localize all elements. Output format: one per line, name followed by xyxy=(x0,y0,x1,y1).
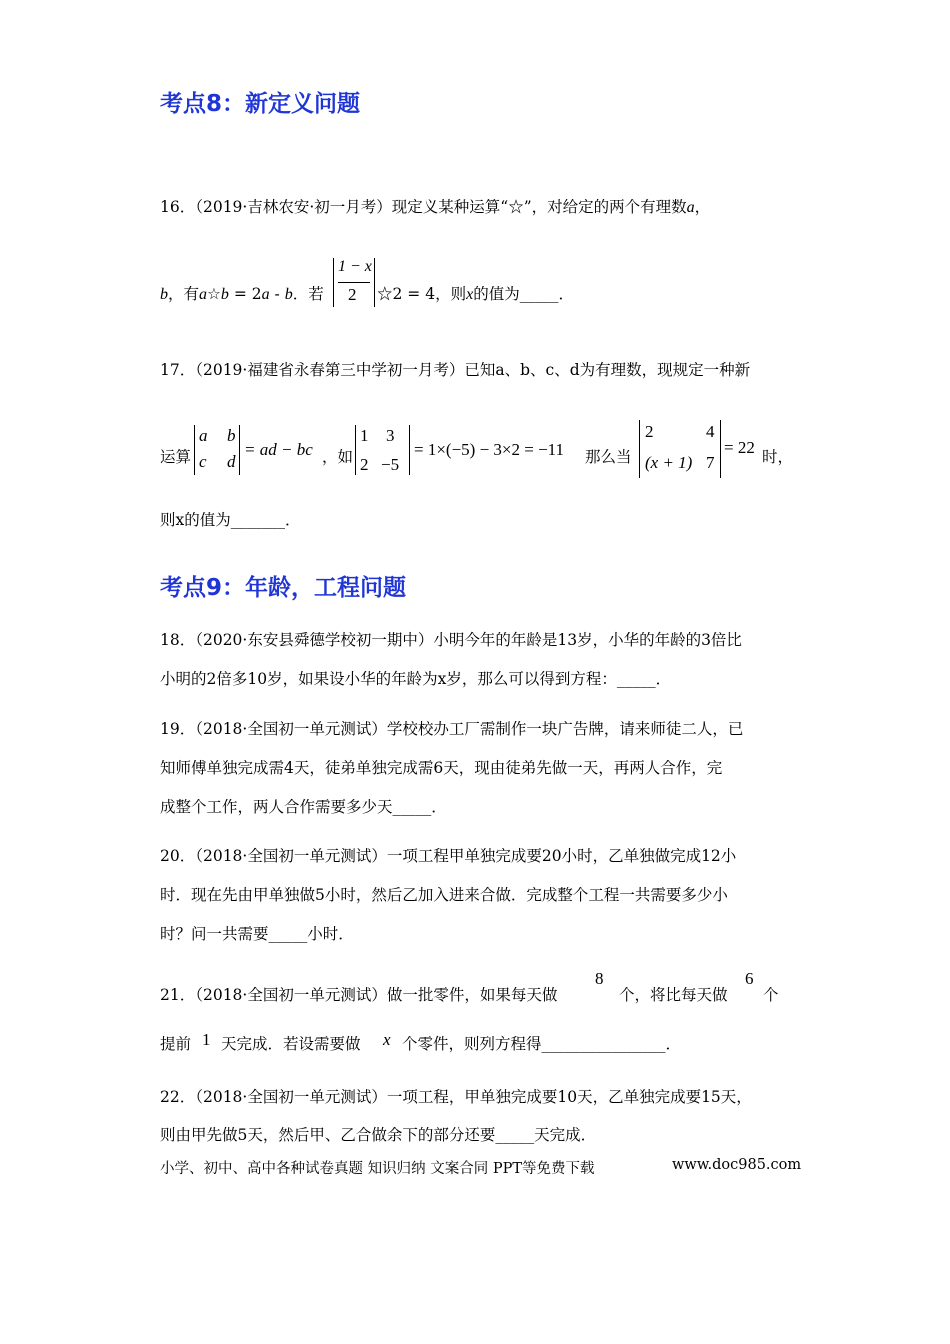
q17-yunsuan: 运算 xyxy=(160,448,192,466)
det2-c: 2 xyxy=(360,455,369,474)
q19-line3: 成整个工作，两人合作需要多少天_____． xyxy=(160,798,447,816)
q19-line1: 19．（2018·全国初一单元测试）学校校办工厂需制作一块广告牌，请来师徒二人，已 xyxy=(160,720,744,738)
det2-b: 3 xyxy=(386,426,395,445)
det1-d: d xyxy=(227,452,236,471)
q20-line2: 时．现在先由甲单独做5小时，然后乙加入进来合做．完成整个工程一共需要多少小 xyxy=(160,886,728,904)
q21-var-x: x xyxy=(383,1030,391,1049)
det1-c: c xyxy=(199,452,207,471)
det1-b: b xyxy=(227,426,236,445)
q20-line3: 时？问一共需要_____小时． xyxy=(160,925,354,943)
section-title-9: 考点9：年龄，工程问题 xyxy=(160,575,407,601)
q17-line3: 则x的值为_______． xyxy=(160,511,301,529)
q21-num-8: 8 xyxy=(595,969,604,988)
det1-a: a xyxy=(199,426,208,445)
q19-line2: 知师傅单独完成需4天，徒弟单独完成需6天，现由徒弟先做一天，再两人合作，完 xyxy=(160,759,723,777)
det3-d: 7 xyxy=(706,453,715,472)
det2-d: −5 xyxy=(381,455,400,474)
fraction-denominator: 2 xyxy=(348,285,357,304)
det3-rhs: = 22 xyxy=(724,438,755,457)
q16-line2-tail: ☆2 = 4，则x的值为_____． xyxy=(377,285,574,303)
q16-line2: b，有a☆b = 2a - b．若 xyxy=(160,285,324,303)
q21-line2b: 天完成．若设需要做 xyxy=(221,1035,361,1053)
footer-url[interactable]: www.doc985.com xyxy=(672,1157,802,1173)
q17-ru: ，如 xyxy=(322,448,354,466)
q16-line1: 16．（2019·吉林农安·初一月考）现定义某种运算“☆”，对给定的两个有理数a， xyxy=(160,198,711,216)
det1-rhs: = ad − bc xyxy=(244,440,313,459)
q17-nameme: 那么当 xyxy=(585,448,632,466)
q21-num-1: 1 xyxy=(202,1030,211,1049)
q18-line2: 小明的2倍多10岁，如果设小华的年龄为x岁，那么可以得到方程：_____． xyxy=(160,670,672,688)
det2-a: 1 xyxy=(360,426,369,445)
section-title-8: 考点8：新定义问题 xyxy=(160,91,361,117)
q17-line1: 17．（2019·福建省永春第三中学初一月考）已知a、b、c、d为有理数，现规定一种新 xyxy=(160,361,751,379)
q21-line2a: 提前 xyxy=(160,1035,192,1053)
q21-line1c: 个 xyxy=(763,986,779,1004)
q21-num-6: 6 xyxy=(745,969,754,988)
det3-b: 4 xyxy=(706,422,715,441)
q21-line2c: 个零件，则列方程得________________． xyxy=(402,1035,682,1053)
q21-line1b: 个，将比每天做 xyxy=(619,986,728,1004)
q21-line1a: 21．（2018·全国初一单元测试）做一批零件，如果每天做 xyxy=(160,986,558,1004)
det3-c: (x + 1) xyxy=(645,453,693,472)
q17-shi: 时， xyxy=(762,448,794,466)
det3-a: 2 xyxy=(645,422,654,441)
footer-promo: 小学、初中、高中各种试卷真题 知识归纳 文案合同 PPT等免费下载 xyxy=(160,1161,595,1177)
q22-line1: 22．（2018·全国初一单元测试）一项工程，甲单独完成要10天，乙单独完成要15天， xyxy=(160,1088,752,1106)
fraction-numerator: 1 − x xyxy=(338,258,372,275)
q18-line1: 18．（2020·东安县舜德学校初一期中）小明今年的年龄是13岁，小华的年龄的3倍比 xyxy=(160,631,742,649)
q20-line1: 20．（2018·全国初一单元测试）一项工程甲单独完成要20小时，乙单独做完成12小 xyxy=(160,847,737,865)
q22-line2: 则由甲先做5天，然后甲、乙合做余下的部分还要_____天完成． xyxy=(160,1126,597,1144)
det2-rhs: = 1×(−5) − 3×2 = −11 xyxy=(414,440,565,459)
